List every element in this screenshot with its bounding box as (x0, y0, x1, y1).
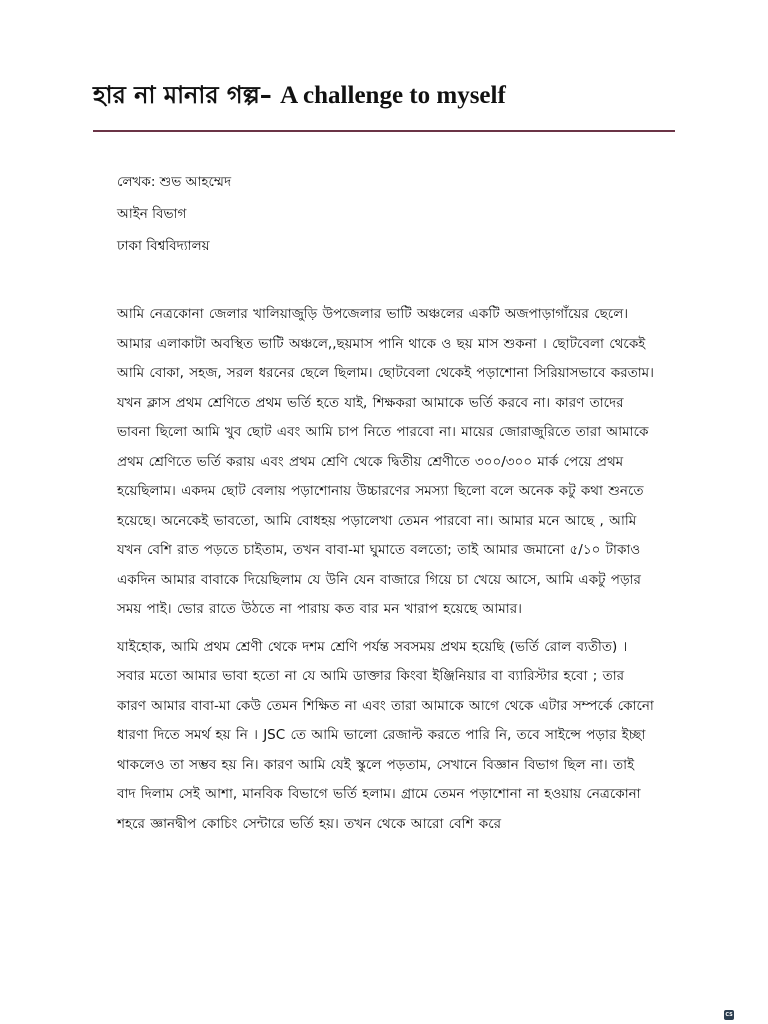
author-name: লেখক: শুভ আহম্মেদ (117, 174, 232, 190)
body-text (117, 300, 657, 845)
document-title (93, 78, 683, 113)
paragraph-1: আমি নেত্রকোনা জেলার খালিয়াজুড়ি উপজেলার ভাটি অঞ্চলের একটি অজপাড়াগাঁয়ের ছেলে। আমার এলাকাটা অবস্থিত ভাটি অঞ্চলে,,ছয়মাস পানি থাকে ও ছয় মাস শুকনা । ছোটবেলা থেকেই আমি বোকা, সহজ, সরল ধরনের ছেলে ছিলাম। ছোটবেলা থেকেই পড়াশোনা সিরিয়াসভাবে করতাম। যখন ক্লাস প্রথম শ্রেণিতে প্রথম ভর্তি হতে যাই, শিক্ষকরা আমাকে ভর্তি করবে না। কারণ তাদের ভাবনা ছিলো আমি খুব ছোট এবং আমি চাপ নিতে পারবো না। মায়ের জোরাজুরিতে তারা আমাকে প্রথম শ্রেণিতে ভর্তি করায় এবং প্রথম শ্রেণি থেকে দ্বিতীয় শ্রেণীতে ৩০০/৩০০ মার্ক পেয়ে প্রথম হয়েছিলাম। একদম ছোট বেলায় পড়াশোনায় উচ্চারণের সমস্যা ছিলো বলে অনেক কটু কথা শুনতে হয়েছে। অনেকেই ভাবতো, আমি বোধহয় পড়ালেখা তেমন পারবো না। আমার মনে আছে , আমি যখন বেশি রাত পড়তে চাইতাম, তখন বাবা-মা ঘুমাতে বলতো; তাই আমার জমানো ৫/১০ টাকাও একদিন আমার বাবাকে দিয়েছিলাম যে উনি যেন বাজারে গিয়ে চা খেয়ে আসে, আমি একটু পড়ার সময় পাই। ভোর রাতে উঠতে না পারায় কত বার মন খারাপ হয়েছে আমার। (117, 306, 655, 617)
author-department: আইন বিভাগ (117, 206, 187, 222)
title-bengali: হার না মানার গল্প– (93, 81, 272, 109)
camscanner-badge: CS (725, 1012, 733, 1018)
title-english: A challenge to myself (280, 82, 506, 109)
title-divider (93, 130, 675, 132)
paragraph-2: যাইহোক, আমি প্রথম শ্রেণী থেকে দশম শ্রেণি পর্যন্ত সবসময় প্রথম হয়েছি (ভর্তি রোল ব্যতীত) । সবার মতো আমার ভাবা হতো না যে আমি ডাক্তার কিংবা ইঞ্জিনিয়ার বা ব্যারিস্টার হবো ; তার কারণ আমার বাবা-মা কেউ তেমন শিক্ষিত না এবং তারা আমাকে আগে থেকে এটার সম্পর্কে কোনো ধারণা দিতে সমর্থ হয় নি । JSC তে আমি ভালো রেজাল্ট করতে পারি নি, তবে সাইন্সে পড়ার ইচ্ছা থাকলেও তা সম্ভব হয় নি। কারণ আমি যেই স্কুলে পড়তাম, সেখানে বিজ্ঞান বিভাগ ছিল না। তাই বাদ দিলাম সেই আশা, মানবিক বিভাগে ভর্তি হলাম। গ্রামে তেমন পড়াশোনা না হওয়ায় নেত্রকোনা শহরে জ্ঞানদ্বীপ কোচিং সেন্টারে ভর্তি হয়। তখন থেকে আরো বেশি করে (117, 638, 654, 832)
author-block (117, 166, 517, 262)
author-university: ঢাকা বিশ্ববিদ্যালয় (117, 238, 210, 254)
